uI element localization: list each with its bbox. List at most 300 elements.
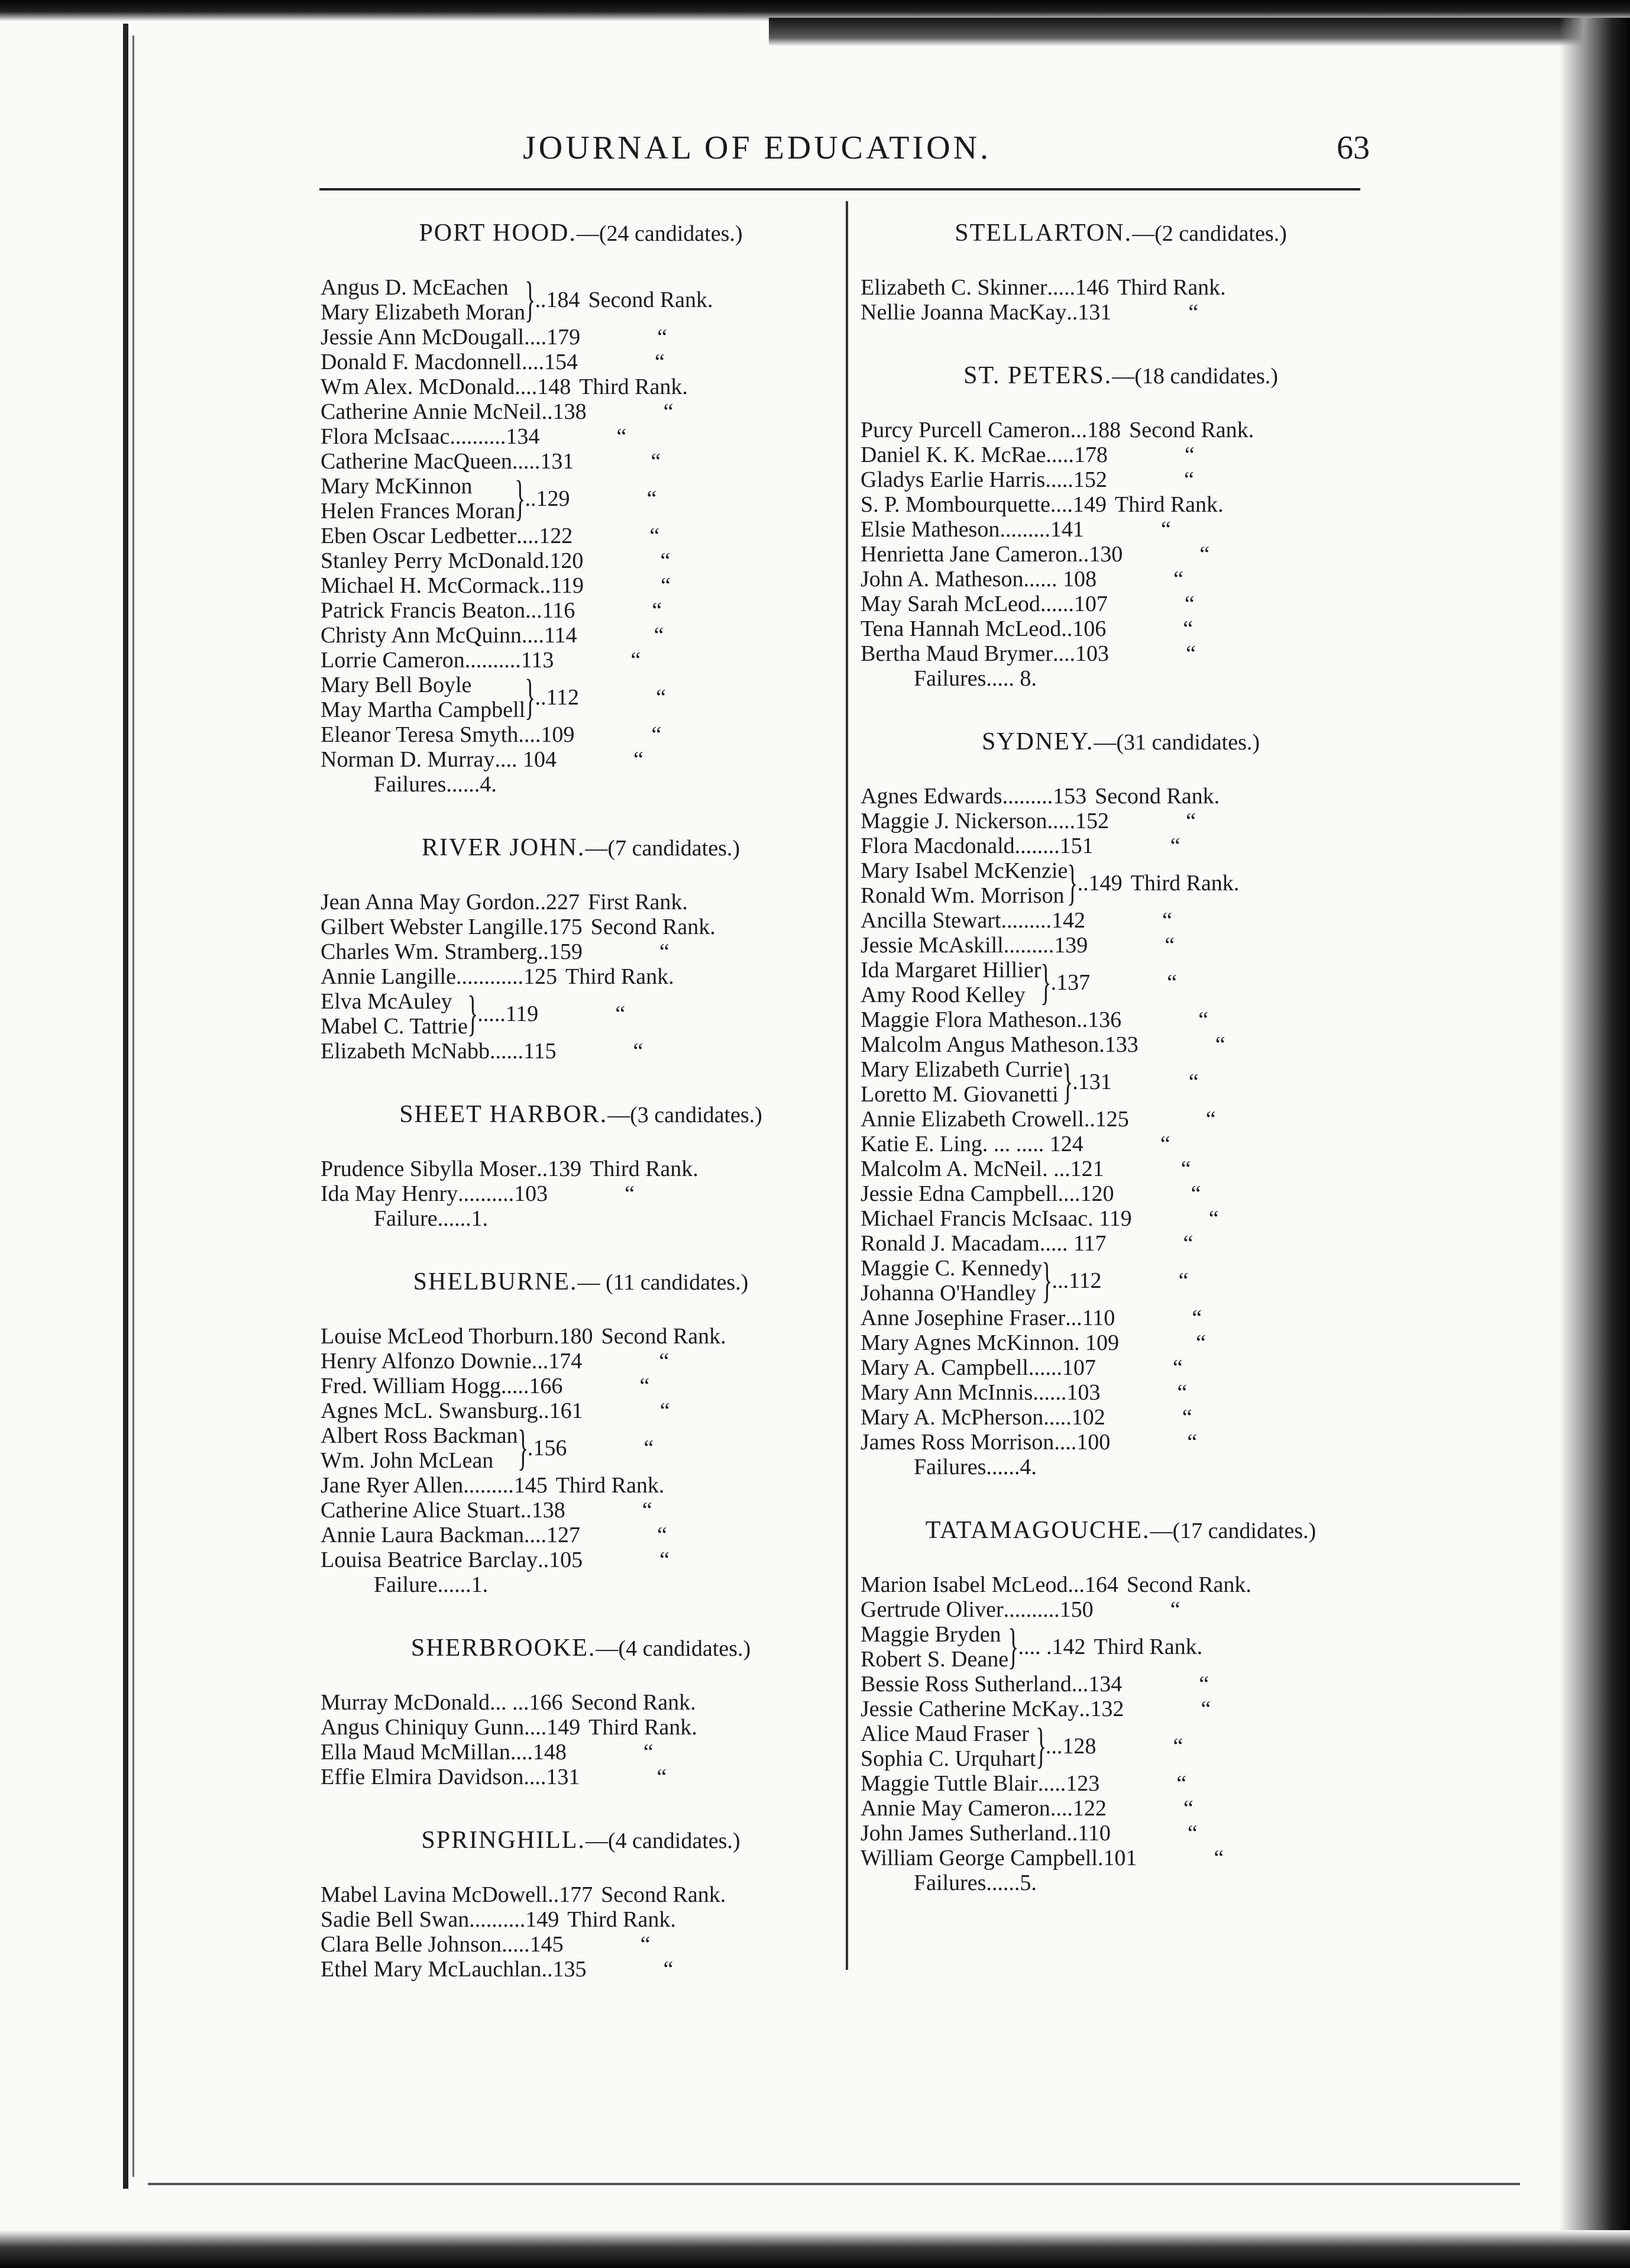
header-rule: [319, 188, 1360, 190]
candidate-name: Annie Langille: [321, 964, 456, 989]
results-section: [321, 1634, 841, 1789]
result-row: [861, 809, 1381, 833]
candidate-name: William George Campbell: [861, 1846, 1098, 1870]
candidate-names: [861, 1306, 1065, 1330]
score-value: .....145: [502, 1932, 564, 1957]
candidate-names: [321, 989, 468, 1039]
result-row: [861, 1771, 1381, 1796]
result-row: [321, 1523, 841, 1547]
rank-label: Second Rank.: [590, 915, 716, 939]
rank-label: “: [1195, 1330, 1206, 1355]
candidate-name: Robert S. Deane: [861, 1647, 1009, 1672]
score-value: ..130: [1078, 542, 1123, 567]
score-value: .....152: [1047, 809, 1110, 833]
rank-label: “: [1188, 1070, 1199, 1094]
rank-label: “: [1170, 1597, 1181, 1622]
candidate-count: —(4 candidates.): [585, 1828, 740, 1853]
result-row: [861, 1330, 1381, 1355]
candidate-names: [321, 1740, 510, 1765]
candidate-names: [321, 1765, 523, 1789]
section-heading: [861, 361, 1381, 390]
score-value: ...188: [1070, 418, 1121, 442]
rank-label: “: [1177, 1380, 1188, 1405]
candidate-names: [321, 939, 538, 964]
candidate-names: [861, 1206, 1088, 1231]
rank-label: “: [663, 399, 674, 424]
candidate-names: [861, 442, 1046, 467]
candidate-names: [861, 1156, 1042, 1181]
candidate-name: Clara Belle Johnson: [321, 1932, 502, 1957]
candidate-names: [321, 399, 542, 424]
journal-page: [148, 0, 1538, 2268]
score-value: ..139: [536, 1156, 582, 1181]
rank-label: Third Rank.: [590, 1156, 698, 1181]
candidate-name: Daniel K. K. McRae: [861, 442, 1046, 467]
score-value: ..138: [520, 1498, 565, 1523]
result-row: [861, 1572, 1381, 1597]
running-head: JOURNAL OF EDUCATION.: [522, 130, 992, 166]
place-name: SHELBURNE.: [413, 1268, 578, 1295]
candidate-names: [861, 933, 1004, 958]
candidate-names: [861, 809, 1047, 833]
candidate-names: [321, 1957, 542, 1982]
failures-count: Failure......1.: [374, 1206, 489, 1231]
result-row: [861, 442, 1381, 467]
score-value: .....131: [512, 449, 574, 474]
rank-label: “: [643, 1740, 654, 1765]
candidate-name: Annie Elizabeth Crowell: [861, 1107, 1084, 1132]
candidate-name: Wm Alex. McDonald: [321, 374, 515, 399]
score-value: ....154: [521, 350, 578, 374]
rank-label: “: [1186, 641, 1196, 666]
candidate-names: [321, 964, 456, 989]
rank-label: “: [1205, 1107, 1216, 1132]
result-row: [321, 1907, 841, 1932]
candidate-name: Donald F. Macdonnell: [321, 350, 522, 374]
result-row: [861, 275, 1381, 300]
candidate-name: Maggie J. Nickerson: [861, 809, 1047, 833]
candidate-name: Jessie Catherine McKay: [861, 1697, 1079, 1721]
candidate-name: Flora Macdonald: [861, 833, 1015, 858]
candidate-name: Mary Elizabeth Currie: [861, 1057, 1063, 1082]
candidate-name: Bessie Ross Sutherland: [861, 1672, 1072, 1697]
result-row: [861, 1181, 1381, 1206]
candidate-names: [861, 1380, 1033, 1405]
score-value: ............125: [455, 964, 557, 989]
candidate-name: Loretto M. Giovanetti: [861, 1082, 1059, 1107]
rank-label: “: [1199, 1672, 1209, 1697]
candidate-names: [861, 418, 1071, 442]
score-value: ..136: [1076, 1007, 1122, 1032]
result-row: [321, 1932, 841, 1957]
candidate-name: Elva McAuley: [321, 989, 452, 1014]
candidate-name: Mary Bell Boyle: [321, 673, 472, 697]
rank-label: “: [1201, 1697, 1211, 1721]
result-row: [321, 1473, 841, 1498]
result-row: [861, 1380, 1381, 1405]
rank-label: “: [656, 1523, 667, 1547]
result-row: [321, 350, 841, 374]
candidate-names: [321, 673, 525, 722]
score-value: .....123: [1037, 1771, 1100, 1796]
candidate-name: Tena Hannah McLeod: [861, 616, 1062, 641]
candidate-names: [861, 1796, 1050, 1821]
candidate-names: [321, 648, 465, 673]
candidate-name: Michael H. McCormack: [321, 573, 540, 598]
rank-label: “: [1160, 517, 1171, 542]
score-value: ..132: [1079, 1697, 1124, 1721]
rank-label: First Rank.: [587, 890, 688, 915]
results-section: [861, 1516, 1381, 1895]
candidate-name: Stanley Perry McDonald: [321, 548, 544, 573]
rank-label: “: [1160, 1132, 1170, 1156]
candidate-name: Jessie McAskill: [861, 933, 1004, 958]
candidate-names: [321, 275, 525, 325]
candidate-name: Lorrie Cameron: [321, 648, 465, 673]
section-heading: [321, 219, 841, 248]
candidate-name: Elizabeth McNabb: [321, 1039, 490, 1064]
result-row: [861, 1430, 1381, 1455]
candidate-name: Patrick Francis Beaton: [321, 598, 526, 623]
bracket-brace: }: [517, 1420, 528, 1475]
candidate-name: Mary Elizabeth Moran: [321, 300, 526, 325]
results-section: [321, 1100, 841, 1231]
rank-label: Third Rank.: [1130, 871, 1240, 896]
candidate-name: S. P. Mombourquette: [861, 492, 1050, 517]
candidate-names: [861, 1821, 1066, 1846]
rank-label: “: [1167, 970, 1177, 995]
rank-label: Third Rank.: [1117, 275, 1226, 300]
scan-edge-left: [123, 24, 128, 2189]
result-row: [861, 933, 1381, 958]
score-value: ..119: [539, 573, 584, 598]
result-row: [321, 1715, 841, 1740]
candidate-names: [321, 1181, 458, 1206]
rank-label: “: [1186, 809, 1196, 833]
result-row: [321, 1690, 841, 1715]
score-value: .....119: [477, 1001, 539, 1026]
candidate-name: Elsie Matheson: [861, 517, 1000, 542]
candidate-name: Angus Chiniquy Gunn: [321, 1715, 525, 1740]
candidate-name: Ella Maud McMillan: [321, 1740, 510, 1765]
result-row: [321, 747, 841, 772]
score-value: .....178: [1046, 442, 1108, 467]
candidate-names: [861, 1132, 982, 1156]
score-value: ....149: [524, 1715, 581, 1740]
candidate-name: Catherine MacQueen: [321, 449, 512, 474]
rank-label: “: [625, 1181, 635, 1206]
candidate-name: Louise McLeod Thorburn: [321, 1324, 554, 1349]
candidate-names: [861, 958, 1041, 1007]
candidate-count: —(2 candidates.): [1132, 221, 1287, 246]
score-value: ..125: [1084, 1107, 1129, 1132]
bracket-brace: }: [525, 670, 536, 725]
score-value: .156: [527, 1436, 567, 1461]
candidate-name: Marion Isabel McLeod: [861, 1572, 1068, 1597]
rank-label: “: [1172, 1355, 1183, 1380]
score-value: ....148: [510, 1740, 567, 1765]
candidate-name: Angus D. McEachen: [321, 275, 509, 300]
candidate-names: [861, 592, 1040, 616]
candidate-name: Wm. John McLean: [321, 1448, 494, 1473]
rank-label: Second Rank.: [571, 1690, 696, 1715]
candidate-name: Helen Frances Moran: [321, 499, 516, 524]
candidate-names: [861, 492, 1050, 517]
bracket-brace: }: [467, 986, 478, 1041]
result-row: [861, 1796, 1381, 1821]
score-value: ..112: [535, 685, 580, 710]
candidate-name: Malcolm Angus Matheson: [861, 1032, 1099, 1057]
candidate-name: Malcolm A. McNeil: [861, 1156, 1043, 1181]
candidate-names: [321, 1349, 532, 1374]
rank-label: “: [1182, 1405, 1192, 1430]
candidate-names: [321, 1473, 463, 1498]
rank-label: “: [1208, 1206, 1219, 1231]
rank-label: Third Rank.: [1114, 492, 1224, 517]
score-value: ......115: [489, 1039, 557, 1064]
score-value: ....148: [515, 374, 571, 399]
failures-count: Failures......5.: [914, 1870, 1037, 1895]
rank-label: “: [1165, 933, 1175, 958]
result-row: [861, 1132, 1381, 1156]
score-value: . 109: [1073, 1330, 1119, 1355]
result-row: [321, 1765, 841, 1789]
result-row: [861, 1821, 1381, 1846]
candidate-names: [321, 1156, 536, 1181]
result-row: [861, 1231, 1381, 1256]
failures-count: Failure......1.: [374, 1572, 489, 1597]
candidate-name: Ancilla Stewart: [861, 908, 1001, 933]
score-value: .....102: [1043, 1405, 1105, 1430]
candidate-name: Mary Agnes McKinnon: [861, 1330, 1074, 1355]
result-row: [861, 1846, 1381, 1870]
score-value: ....131: [523, 1765, 580, 1789]
result-row: [321, 1498, 841, 1523]
result-row: [321, 272, 841, 327]
section-heading: [861, 219, 1381, 248]
score-value: ..106: [1061, 616, 1107, 641]
rank-label: “: [1191, 1181, 1201, 1206]
candidate-name: Catherine Annie McNeil: [321, 399, 542, 424]
result-row: [861, 418, 1381, 442]
section-heading: [861, 728, 1381, 757]
result-row: [321, 325, 841, 350]
score-value: ..... 117: [1039, 1231, 1107, 1256]
results-section: [321, 1826, 841, 1982]
page-number: 63: [1337, 130, 1370, 166]
rank-label: “: [639, 1374, 650, 1398]
candidate-names: [321, 747, 494, 772]
rank-label: “: [643, 1436, 654, 1461]
result-row: [861, 1405, 1381, 1430]
score-value: ....122: [516, 524, 573, 548]
score-value: ...128: [1045, 1734, 1097, 1759]
bracket-brace: }: [1067, 855, 1078, 910]
score-value: .175: [543, 915, 583, 939]
result-row: [321, 424, 841, 449]
result-row: [861, 1054, 1381, 1109]
candidate-name: Gladys Earlie Harris: [861, 467, 1046, 492]
candidate-names: [861, 1846, 1098, 1870]
candidate-name: John James Sutherland: [861, 1821, 1067, 1846]
candidate-name: May Sarah McLeod: [861, 592, 1040, 616]
scan-edge-left-inner: [132, 35, 134, 2177]
candidate-name: Mabel Lavina McDowell: [321, 1882, 548, 1907]
score-value: ...174: [531, 1349, 583, 1374]
score-value: ..........103: [458, 1181, 548, 1206]
result-row: [321, 1740, 841, 1765]
score-value: ..105: [538, 1547, 583, 1572]
candidate-name: Mary A. McPherson: [861, 1405, 1044, 1430]
candidate-names: [861, 1007, 1076, 1032]
result-row: [861, 833, 1381, 858]
candidate-name: Anne Josephine Fraser: [861, 1306, 1066, 1330]
candidate-names: [321, 1547, 538, 1572]
candidate-names: [861, 1330, 1074, 1355]
candidate-count: —(18 candidates.): [1112, 364, 1278, 389]
candidate-name: Effie Elmira Davidson: [321, 1765, 524, 1789]
bracket-brace: }: [1042, 1253, 1053, 1308]
score-value: ....149: [1050, 492, 1107, 517]
result-row: [321, 939, 841, 964]
result-row: [321, 1324, 841, 1349]
candidate-count: —(17 candidates.): [1150, 1519, 1317, 1543]
score-value: .180: [554, 1324, 593, 1349]
rank-label: “: [1199, 542, 1210, 567]
score-value: .....107: [1034, 1355, 1096, 1380]
score-value: ...110: [1065, 1306, 1115, 1330]
results-section: [861, 219, 1381, 325]
results-section: [861, 361, 1381, 691]
score-value: ..159: [537, 939, 583, 964]
rank-label: “: [651, 449, 661, 474]
bracket-brace: }: [525, 272, 536, 327]
rank-label: Second Rank.: [588, 287, 713, 312]
rank-label: “: [1184, 592, 1195, 616]
rank-label: “: [1214, 1846, 1224, 1870]
score-value: ..227: [534, 890, 580, 915]
candidate-name: Henrietta Jane Cameron: [861, 542, 1078, 567]
result-row: [321, 374, 841, 399]
rank-label: “: [640, 1932, 651, 1957]
candidate-name: Ronald J. Macadam: [861, 1231, 1040, 1256]
result-row: [321, 1398, 841, 1423]
candidate-names: [861, 908, 1001, 933]
candidate-name: Mary Ann McInnis: [861, 1380, 1033, 1405]
candidate-names: [861, 1721, 1036, 1771]
candidate-name: Fred. William Hogg: [321, 1374, 501, 1398]
score-value: ....114: [521, 623, 577, 648]
results-section: [321, 1268, 841, 1597]
candidate-name: Henry Alfonzo Downie: [321, 1349, 532, 1374]
rank-label: “: [1173, 567, 1183, 592]
place-name: SYDNEY.: [981, 728, 1094, 755]
result-row: [321, 1181, 841, 1206]
result-row: [861, 855, 1381, 910]
score-value: ....103: [1053, 641, 1110, 666]
candidate-name: Eben Oscar Ledbetter: [321, 524, 517, 548]
result-row: [321, 524, 841, 548]
candidate-names: [861, 567, 1024, 592]
result-row: [861, 1253, 1381, 1308]
place-name: SHEET HARBOR.: [399, 1101, 608, 1128]
candidate-name: Ida Margaret Hillier: [861, 958, 1042, 983]
candidate-name: Purcy Purcell Cameron: [861, 418, 1071, 442]
rank-label: “: [1192, 1306, 1202, 1330]
candidate-name: Elizabeth C. Skinner: [861, 275, 1047, 300]
rank-label: “: [652, 598, 662, 623]
result-row: [861, 592, 1381, 616]
place-name: STELLARTON.: [955, 219, 1133, 247]
score-value: ...134: [1071, 1672, 1123, 1697]
candidate-name: Jessie Ann McDougall: [321, 325, 525, 350]
score-value: ...112: [1052, 1268, 1102, 1293]
candidate-names: [321, 548, 544, 573]
result-row: [321, 1547, 841, 1572]
result-row: [321, 1374, 841, 1398]
score-value: . ... ..... 124: [982, 1132, 1084, 1156]
candidate-name: Charles Wm. Stramberg: [321, 939, 538, 964]
result-row: [861, 1718, 1381, 1773]
rank-label: “: [654, 350, 665, 374]
candidate-name: May Martha Campbell: [321, 697, 526, 722]
result-row: [321, 548, 841, 573]
rank-label: “: [654, 623, 664, 648]
score-value: ......103: [1033, 1380, 1101, 1405]
score-value: ..184: [535, 287, 580, 312]
results-section: [861, 728, 1381, 1479]
rank-label: “: [1176, 1771, 1187, 1796]
result-row: [861, 300, 1381, 325]
candidate-names: [321, 1398, 538, 1423]
result-row: [321, 964, 841, 989]
result-row: [321, 915, 841, 939]
candidate-name: Annie Laura Backman: [321, 1523, 524, 1547]
result-row: [861, 908, 1381, 933]
rank-label: “: [1181, 1156, 1191, 1181]
candidate-names: [861, 858, 1068, 908]
rank-label: Second Rank.: [1129, 418, 1254, 442]
score-value: ..135: [541, 1957, 587, 1982]
candidate-names: [861, 1032, 1099, 1057]
rank-label: “: [659, 1547, 670, 1572]
candidate-names: [861, 275, 1047, 300]
result-row: [861, 616, 1381, 641]
rank-label: Third Rank.: [1094, 1634, 1203, 1659]
rank-label: “: [659, 939, 670, 964]
rank-label: “: [659, 1398, 670, 1423]
result-row: [861, 1619, 1381, 1674]
candidate-count: —(31 candidates.): [1094, 730, 1260, 755]
score-value: .........153: [1002, 784, 1087, 809]
rank-label: “: [660, 573, 671, 598]
candidate-names: [321, 1882, 548, 1907]
score-value: ...... 108: [1023, 567, 1097, 592]
rank-label: “: [1183, 616, 1194, 641]
candidate-name: Ida May Henry: [321, 1181, 458, 1206]
score-value: .133: [1099, 1032, 1139, 1057]
candidate-names: [861, 1597, 1004, 1622]
rank-label: “: [1183, 467, 1194, 492]
candidate-name: Gilbert Webster Langille: [321, 915, 544, 939]
candidate-name: Maggie Tuttle Blair: [861, 1771, 1038, 1796]
candidate-name: Sophia C. Urquhart: [861, 1746, 1036, 1771]
candidate-name: Bertha Maud Brymer: [861, 641, 1053, 666]
score-value: ..149: [1077, 871, 1123, 896]
candidate-name: Mabel C. Tattrie: [321, 1014, 468, 1039]
rank-label: “: [660, 548, 671, 573]
candidate-names: [321, 915, 543, 939]
